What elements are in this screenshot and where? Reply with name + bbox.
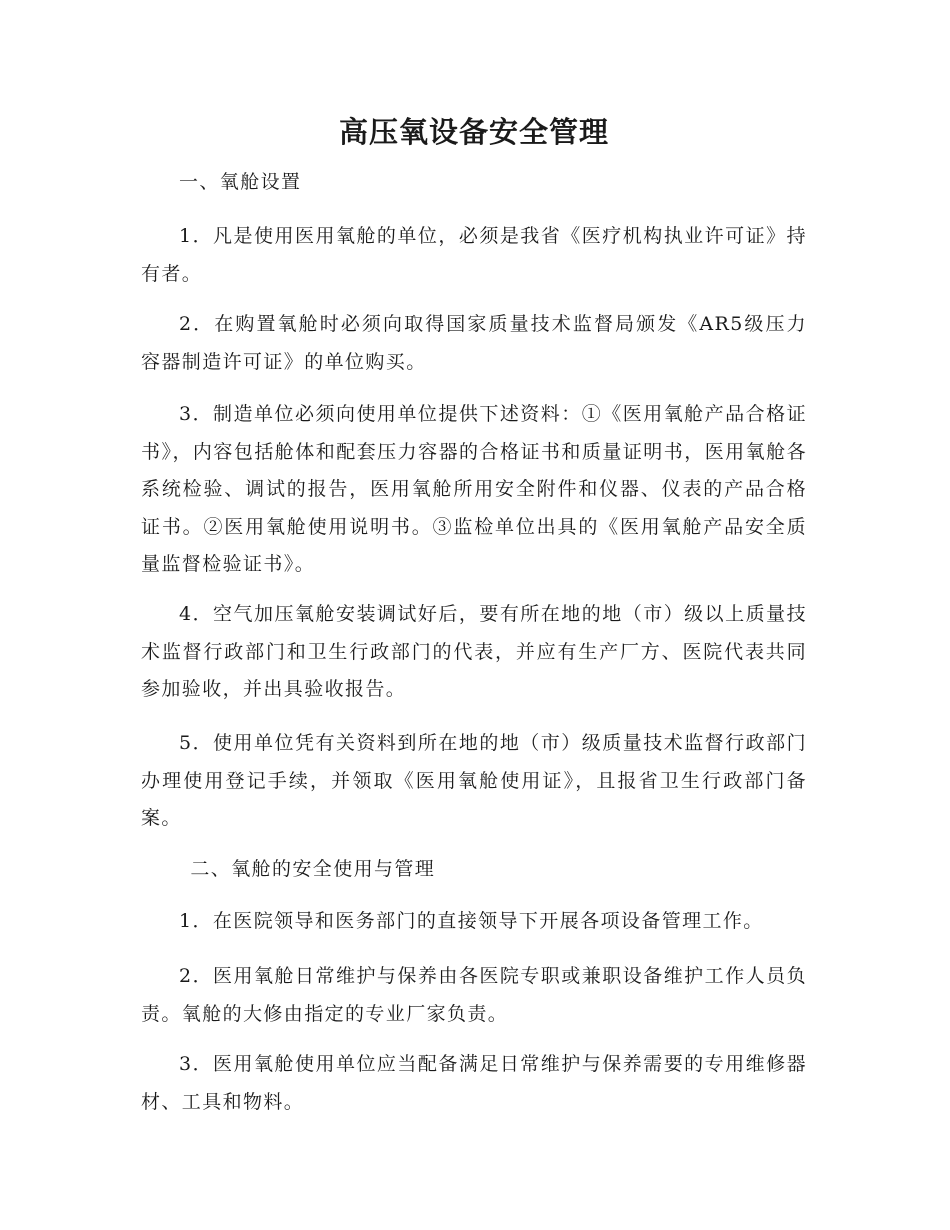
section-2-item-3: 3．医用氧舱使用单位应当配备满足日常维护与保养需要的专用维修器材、工具和物料。 [141,1053,807,1113]
section-1-item-3: 3．制造单位必须向使用单位提供下述资料：①《医用氧舱产品合格证书》，内容包括舱体和配套压力容器的合格证书和质量证明书，医用氧舱各系统检验、调试的报告，医用氧舱所用安全附件和仪器、仪表的产品合格证书。②医用氧舱使用说明书。③监检单位出具的《医用氧舱产品安全质量监督检验证书》。 [141,403,807,575]
section-1-item-2: 2．在购置氧舱时必须向取得国家质量技术监督局颁发《AR5级压力容器制造许可证》的单位购买。 [141,313,807,373]
section-1-item-4: 4．空气加压氧舱安装调试好后，要有所在地的地（市）级以上质量技术监督行政部门和卫生行政部门的代表，并应有生产厂方、医院代表共同参加验收，并出具验收报告。 [141,603,807,700]
section-1-item-5: 5．使用单位凭有关资料到所在地的地（市）级质量技术监督行政部门办理使用登记手续，并领取《医用氧舱使用证》，且报省卫生行政部门备案。 [141,732,807,829]
section-1-heading: 一、氧舱设置 [179,171,302,193]
section-1-item-1: 1．凡是使用医用氧舱的单位，必须是我省《医疗机构执业许可证》持有者。 [141,225,807,285]
section-2-item-1: 1．在医院领导和医务部门的直接领导下开展各项设备管理工作。 [179,910,764,932]
page-title: 高压氧设备安全管理 [338,115,609,149]
section-2-heading: 二、氧舱的安全使用与管理 [190,858,436,880]
section-2-item-2: 2．医用氧舱日常维护与保养由各医院专职或兼职设备维护工作人员负责。氧舱的大修由指定的专业厂家负责。 [141,965,807,1025]
